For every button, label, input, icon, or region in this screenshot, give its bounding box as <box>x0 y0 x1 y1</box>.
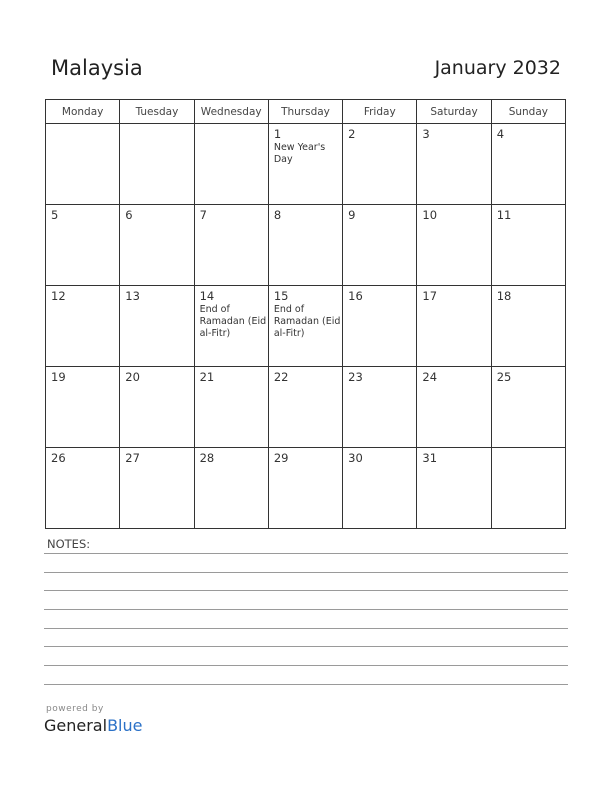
day-cell <box>343 367 417 448</box>
week-row <box>46 124 566 205</box>
day-number: 9 <box>348 208 356 222</box>
holiday-label: End of Ramadan (Eid al-Fitr) <box>273 304 341 339</box>
day-number: 19 <box>51 370 66 384</box>
day-number: 26 <box>51 451 66 465</box>
day-cell <box>491 448 565 529</box>
notes-line <box>44 628 568 629</box>
day-number: 20 <box>125 370 140 384</box>
day-number: 11 <box>496 208 512 222</box>
day-cell <box>268 367 342 448</box>
day-cell <box>491 205 565 286</box>
notes-label: NOTES: <box>47 537 91 551</box>
day-cell <box>491 286 565 367</box>
day-cell <box>491 124 565 205</box>
month-year-title: January 2032 <box>434 57 561 79</box>
brand-name-general: General <box>44 716 108 735</box>
day-cell <box>46 367 120 448</box>
calendar-grid <box>45 99 566 529</box>
day-number: 2 <box>348 127 356 141</box>
day-number: 6 <box>125 208 133 222</box>
day-cell <box>268 448 342 529</box>
day-cell <box>194 367 268 448</box>
day-cell <box>46 286 120 367</box>
day-cell <box>120 286 194 367</box>
day-cell <box>417 286 491 367</box>
day-number: 5 <box>51 208 59 222</box>
day-cell <box>194 448 268 529</box>
day-number: 7 <box>199 208 207 222</box>
day-cell <box>417 367 491 448</box>
day-cell <box>268 286 342 367</box>
day-cell <box>194 124 268 205</box>
day-number: 23 <box>348 370 363 384</box>
day-cell <box>343 448 417 529</box>
weekday-header: Wednesday <box>194 100 268 124</box>
day-cell <box>46 205 120 286</box>
week-row <box>46 286 566 367</box>
notes-line <box>44 665 568 666</box>
day-number: 15 <box>273 289 289 303</box>
day-cell <box>417 448 491 529</box>
brand-name-blue: Blue <box>107 716 143 735</box>
week-row <box>46 367 566 448</box>
week-row <box>46 205 566 286</box>
week-row <box>46 448 566 529</box>
day-number: 1 <box>273 127 282 141</box>
weekday-header: Saturday <box>417 100 491 124</box>
day-number: 14 <box>199 289 215 303</box>
day-number: 3 <box>422 127 430 141</box>
notes-line <box>44 646 568 647</box>
day-number: 25 <box>496 370 512 384</box>
day-cell <box>120 367 194 448</box>
weekday-header: Monday <box>46 100 120 124</box>
notes-line <box>44 553 568 554</box>
day-number: 17 <box>422 289 438 303</box>
day-number: 4 <box>496 127 505 141</box>
day-cell <box>268 124 342 205</box>
day-cell <box>417 205 491 286</box>
powered-by-text: powered by <box>46 704 104 714</box>
day-number: 29 <box>273 451 289 465</box>
day-cell <box>417 124 491 205</box>
notes-line <box>44 590 568 591</box>
day-number: 31 <box>422 451 438 465</box>
day-cell <box>120 124 194 205</box>
day-cell <box>46 124 120 205</box>
weekday-header-row <box>46 100 566 124</box>
day-number: 13 <box>125 289 140 303</box>
day-number: 28 <box>199 451 215 465</box>
holiday-label: New Year's Day <box>273 142 326 165</box>
weekday-header: Sunday <box>491 100 565 124</box>
day-number: 10 <box>422 208 438 222</box>
day-number: 30 <box>348 451 363 465</box>
day-cell <box>268 205 342 286</box>
day-cell <box>491 367 565 448</box>
day-cell <box>343 205 417 286</box>
day-cell <box>343 124 417 205</box>
day-number: 18 <box>496 289 512 303</box>
day-number: 24 <box>422 370 438 384</box>
day-cell <box>343 286 417 367</box>
brand-logo <box>44 716 142 735</box>
notes-line <box>44 684 568 685</box>
country-title: Malaysia <box>51 56 143 80</box>
notes-line <box>44 609 568 610</box>
weekday-header: Thursday <box>268 100 342 124</box>
day-cell <box>194 286 268 367</box>
day-cell <box>46 448 120 529</box>
day-cell <box>194 205 268 286</box>
weekday-header: Tuesday <box>120 100 194 124</box>
day-number: 22 <box>273 370 289 384</box>
day-number: 8 <box>273 208 282 222</box>
day-number: 21 <box>199 370 215 384</box>
weekday-header: Friday <box>343 100 417 124</box>
day-number: 16 <box>348 289 363 303</box>
day-number: 12 <box>51 289 66 303</box>
holiday-label: End of Ramadan (Eid al-Fitr) <box>199 304 267 339</box>
notes-line <box>44 572 568 573</box>
day-number: 27 <box>125 451 140 465</box>
day-cell <box>120 448 194 529</box>
day-cell <box>120 205 194 286</box>
